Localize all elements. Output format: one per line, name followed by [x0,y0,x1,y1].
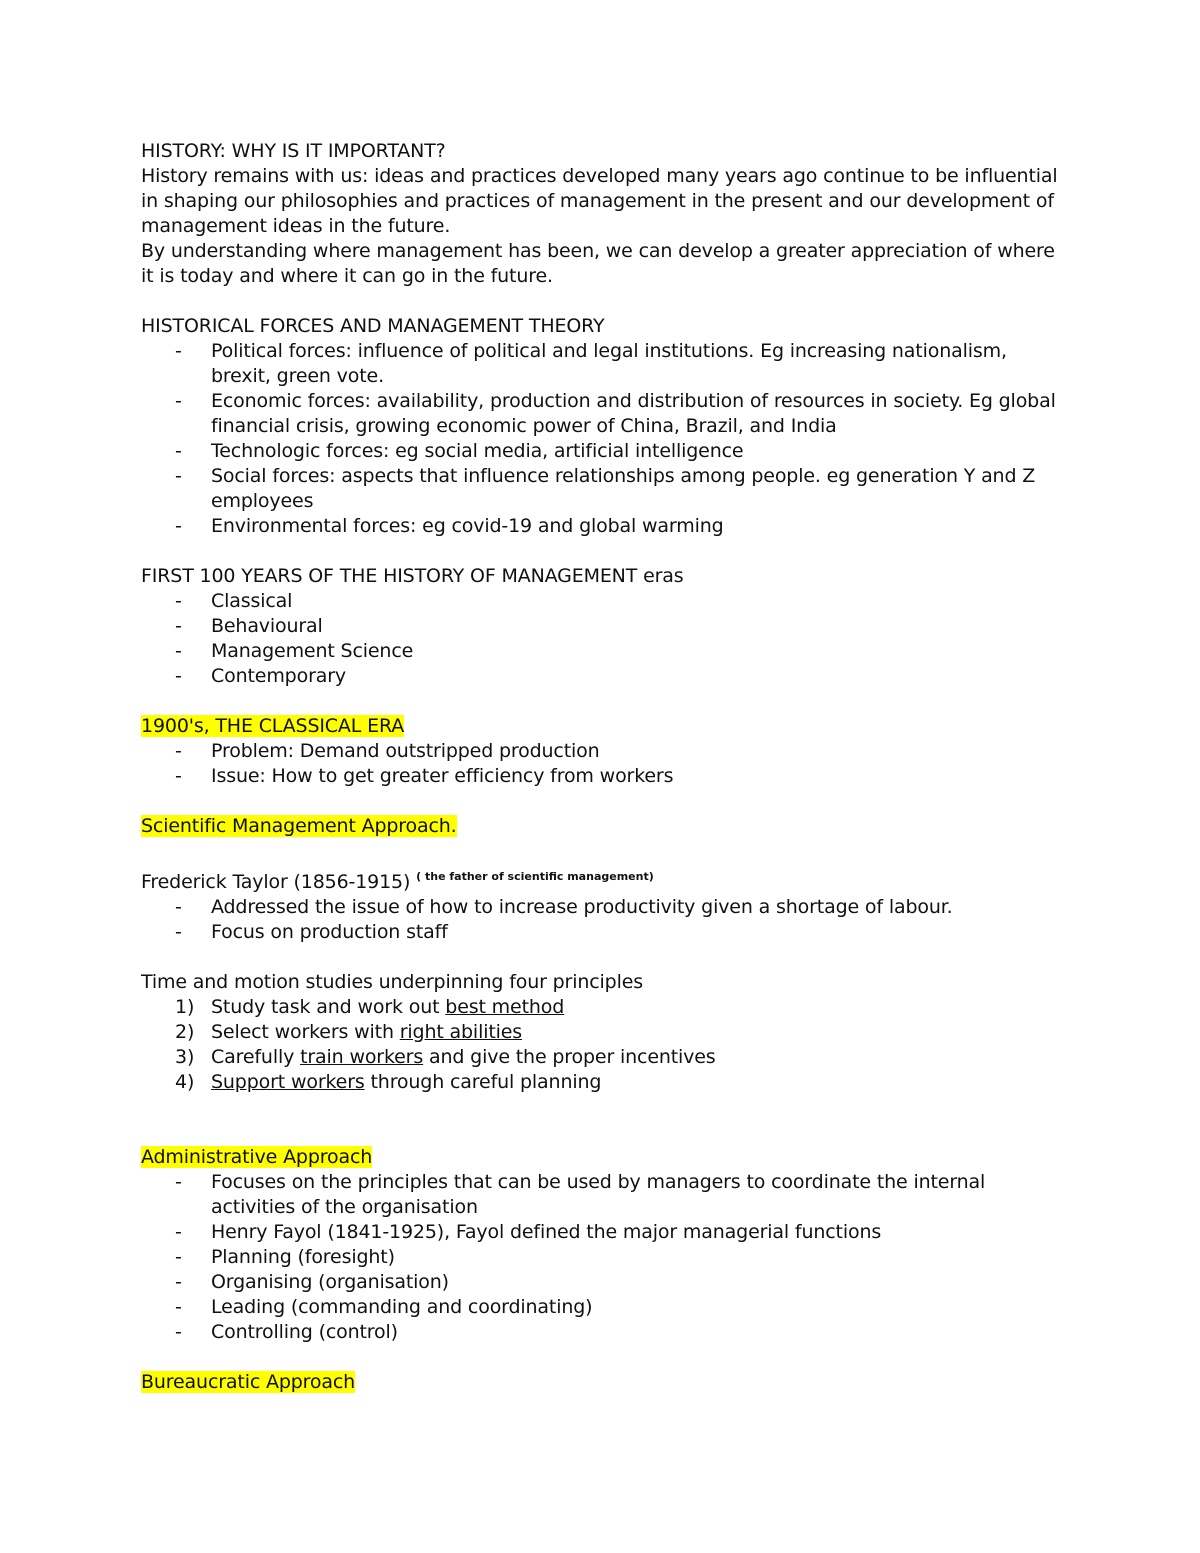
dash-bullet: - [175,640,182,662]
list-item-text: Addressed the issue of how to increase productivity given a shortage of labour. [211,896,953,918]
eras-list [141,589,1061,689]
list-item-text: Classical [211,590,293,612]
eras-heading: FIRST 100 YEARS OF THE HISTORY OF MANAGEMENT eras [141,565,684,587]
list-item-text: Study task and work out [211,996,446,1018]
administrative-heading [141,1145,1061,1170]
spacer [141,689,1061,714]
dash-bullet: - [175,896,182,918]
list-item [141,589,1061,614]
dash-bullet: - [175,440,182,462]
taylor-note: ( the father of scientific management) [416,870,654,883]
list-item [141,920,1061,945]
list-number: 1) [175,996,195,1018]
list-number: 4) [175,1071,195,1093]
list-item-text: Controlling (control) [211,1321,398,1343]
taylor-heading [141,864,1061,895]
list-item [141,895,1061,920]
list-item [141,439,1061,464]
list-item [141,514,1061,539]
dash-bullet: - [175,1246,182,1268]
list-item-text: Technologic forces: eg social media, artificial intelligence [211,440,744,462]
list-item [141,1320,1061,1345]
spacer [141,945,1061,970]
list-item-text: Management Science [211,640,414,662]
spacer [141,539,1061,564]
dash-bullet: - [175,1171,182,1193]
dash-bullet: - [175,921,182,943]
list-number: 2) [175,1021,195,1043]
dash-bullet: - [175,615,182,637]
classical-era-list [141,739,1061,789]
list-item [141,995,1061,1020]
historical-forces-list [141,339,1061,539]
highlighted-heading-text: 1900's, THE CLASSICAL ERA [141,715,405,737]
dash-bullet: - [175,665,182,687]
list-item-text: Organising (organisation) [211,1271,449,1293]
dash-bullet: - [175,515,182,537]
spacer [141,1345,1061,1370]
classical-era-heading [141,714,1061,739]
principles-list [141,995,1061,1095]
list-item [141,639,1061,664]
list-item-text: Select workers with [211,1021,400,1043]
list-item [141,464,1061,514]
dash-bullet: - [175,590,182,612]
spacer [141,839,1061,864]
dash-bullet: - [175,1271,182,1293]
list-item-text: Political forces: influence of political and legal institutions. Eg increasing nationalism, brexit, green vote. [211,340,1007,387]
list-item-text: Focuses on the principles that can be used by managers to coordinate the internal activities of the organisation [211,1171,986,1218]
administrative-list [141,1170,1061,1345]
list-item [141,1070,1061,1095]
list-item-text: Behavioural [211,615,323,637]
list-item-text: Carefully [211,1046,301,1068]
list-item [141,1295,1061,1320]
underlined-text: best method [445,996,565,1018]
list-item-text: Henry Fayol (1841-1925), Fayol defined the major managerial functions [211,1221,882,1243]
highlighted-heading-text: Scientific Management Approach. [141,815,457,837]
spacer [141,289,1061,314]
list-item [141,739,1061,764]
list-item [141,339,1061,389]
dash-bullet: - [175,340,182,362]
dash-bullet: - [175,465,182,487]
list-item [141,1270,1061,1295]
list-item-text: and give the proper incentives [423,1046,716,1068]
taylor-name: Frederick Taylor (1856-1915) [141,871,411,893]
list-item-text: Issue: How to get greater efficiency from workers [211,765,674,787]
list-item [141,764,1061,789]
highlighted-heading-text: Administrative Approach [141,1146,373,1168]
bureaucratic-heading [141,1370,1061,1395]
list-item [141,389,1061,439]
list-item [141,614,1061,639]
spacer [141,789,1061,814]
taylor-list [141,895,1061,945]
history-paragraph-2: By understanding where management has been, we can develop a greater appreciation of where it is today and where it can go in the future. [141,240,1055,287]
spacer [141,1095,1061,1145]
underlined-text: right abilities [399,1021,523,1043]
list-item-text: Leading (commanding and coordinating) [211,1296,593,1318]
list-item [141,1020,1061,1045]
dash-bullet: - [175,1321,182,1343]
list-item-text: Planning (foresight) [211,1246,395,1268]
list-item-text: Contemporary [211,665,346,687]
dash-bullet: - [175,740,182,762]
list-item-text: Social forces: aspects that influence relationships among people. eg generation Y and Z employees [211,465,1036,512]
list-item-text: Focus on production staff [211,921,448,943]
list-item [141,1220,1061,1245]
list-number: 3) [175,1046,195,1068]
list-item [141,1170,1061,1220]
list-item-text: Problem: Demand outstripped production [211,740,600,762]
scientific-management-heading [141,814,1061,839]
underlined-text: train workers [300,1046,424,1068]
highlighted-heading-text: Bureaucratic Approach [141,1371,356,1393]
dash-bullet: - [175,765,182,787]
list-item [141,664,1061,689]
document-page [141,139,1061,1395]
principles-heading: Time and motion studies underpinning four principles [141,971,643,993]
history-paragraph-1: History remains with us: ideas and practices developed many years ago continue to be influential in shaping our philosophies and practices of management in the present and our development of management ideas in the future. [141,165,1058,237]
list-item [141,1245,1061,1270]
dash-bullet: - [175,1221,182,1243]
list-item-text: through careful planning [364,1071,602,1093]
historical-forces-heading: HISTORICAL FORCES AND MANAGEMENT THEORY [141,315,605,337]
history-heading: HISTORY: WHY IS IT IMPORTANT? [141,140,446,162]
list-item [141,1045,1061,1070]
list-item-text: Economic forces: availability, production and distribution of resources in society. Eg global financial crisis, growing economic power of China, Brazil, and India [211,390,1056,437]
underlined-text: Support workers [211,1071,365,1093]
dash-bullet: - [175,1296,182,1318]
dash-bullet: - [175,390,182,412]
list-item-text: Environmental forces: eg covid-19 and global warming [211,515,724,537]
